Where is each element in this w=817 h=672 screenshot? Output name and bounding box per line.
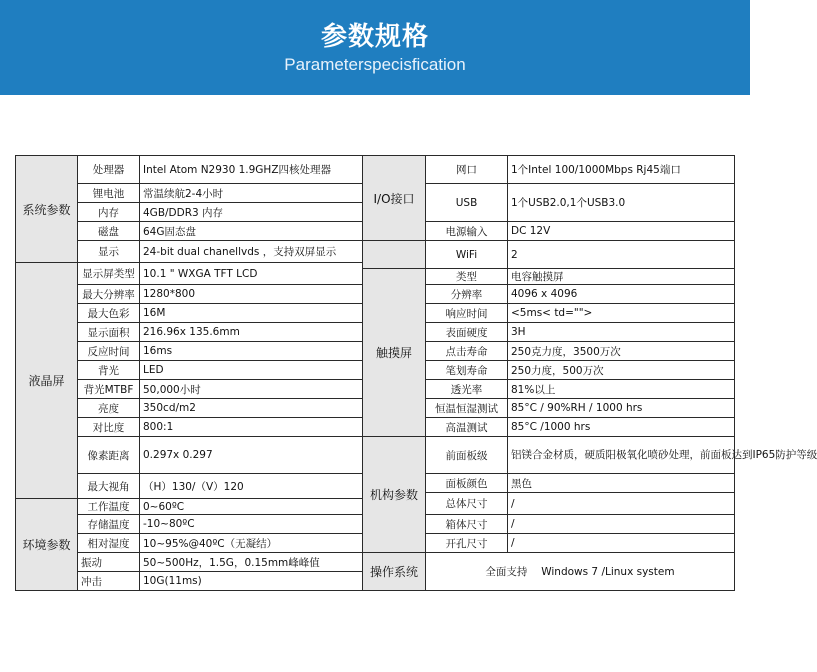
spec-value: 250力度，500万次 <box>508 361 735 380</box>
spec-value: 10G(11ms) <box>140 572 363 591</box>
spec-key: 网口 <box>426 156 508 184</box>
spec-value: 800:1 <box>140 418 363 437</box>
spec-key: 冲击 <box>78 572 140 591</box>
spec-key: 笔划寿命 <box>426 361 508 380</box>
spec-key: 面板颜色 <box>426 474 508 493</box>
spec-key: 反应时间 <box>78 342 140 361</box>
spec-key: 前面板级 <box>426 437 508 474</box>
spec-value: 3H <box>508 323 735 342</box>
spec-key: 亮度 <box>78 399 140 418</box>
spec-key: 显示屏类型 <box>78 263 140 285</box>
spec-key: 背光MTBF <box>78 380 140 399</box>
table-row <box>16 437 735 474</box>
spec-value: 85°C /1000 hrs <box>508 418 735 437</box>
spec-value: 铝镁合金材质，硬质阳极氧化喷砂处理，前面板达到IP65防护等级 <box>508 437 735 474</box>
group-io-spacer <box>363 241 426 269</box>
page-subtitle: Parameterspecisfication <box>284 55 466 74</box>
spec-key: 最大视角 <box>78 474 140 499</box>
spec-key: 透光率 <box>426 380 508 399</box>
spec-value: 85°C / 90%RH / 1000 hrs <box>508 399 735 418</box>
spec-value: 4096 x 4096 <box>508 285 735 304</box>
spec-value: 350cd/m2 <box>140 399 363 418</box>
group-touch: 触摸屏 <box>363 269 426 437</box>
spec-value: 50,000小时 <box>140 380 363 399</box>
spec-value: 216.96x 135.6mm <box>140 323 363 342</box>
spec-key: 工作温度 <box>78 499 140 515</box>
spec-value: 250克力度，3500万次 <box>508 342 735 361</box>
spec-key: 振动 <box>78 553 140 572</box>
spec-key: 分辨率 <box>426 285 508 304</box>
table-row <box>16 553 735 572</box>
group-mech: 机构参数 <box>363 437 426 553</box>
spec-value: LED <box>140 361 363 380</box>
group-lcd: 液晶屏 <box>16 263 78 499</box>
spec-value: / <box>508 515 735 534</box>
spec-value: -10~80ºC <box>140 515 363 534</box>
spec-value: 0~60ºC <box>140 499 363 515</box>
spec-value: 常温续航2-4小时 <box>140 184 363 203</box>
spec-key: 背光 <box>78 361 140 380</box>
spec-value: 1280*800 <box>140 285 363 304</box>
spec-value: 4GB/DDR3 内存 <box>140 203 363 222</box>
spec-key: 磁盘 <box>78 222 140 241</box>
spec-value: 0.297x 0.297 <box>140 437 363 474</box>
group-os: 操作系统 <box>363 553 426 591</box>
spec-value: <5ms< td=""> <box>508 304 735 323</box>
spec-key: 存储温度 <box>78 515 140 534</box>
spec-value: 黑色 <box>508 474 735 493</box>
spec-key: WiFi <box>426 241 508 269</box>
spec-value: / <box>508 534 735 553</box>
spec-key: 总体尺寸 <box>426 493 508 515</box>
spec-value: 50~500Hz，1.5G，0.15mm峰峰值 <box>140 553 363 572</box>
spec-key: 点击寿命 <box>426 342 508 361</box>
spec-key: 相对湿度 <box>78 534 140 553</box>
spec-value: 24-bit dual chanellvds ，支持双屏显示 <box>140 241 363 263</box>
spec-key: 高温测试 <box>426 418 508 437</box>
spec-value: 1个USB2.0,1个USB3.0 <box>508 184 735 222</box>
spec-key: 显示面积 <box>78 323 140 342</box>
spec-key: 显示 <box>78 241 140 263</box>
spec-key: 像素距离 <box>78 437 140 474</box>
spec-value: 电容触摸屏 <box>508 269 735 285</box>
spec-key: 处理器 <box>78 156 140 184</box>
spec-value: 16ms <box>140 342 363 361</box>
spec-value: 2 <box>508 241 735 269</box>
spec-table <box>15 155 817 591</box>
group-env: 环境参数 <box>16 499 78 591</box>
spec-value: 10.1 " WXGA TFT LCD <box>140 263 363 285</box>
group-io: I/O接口 <box>363 156 426 241</box>
table-row <box>16 156 735 184</box>
spec-key: 最大色彩 <box>78 304 140 323</box>
spec-value: DC 12V <box>508 222 735 241</box>
spec-value: （H）130/（V）120 <box>140 474 363 499</box>
spec-key: 最大分辨率 <box>78 285 140 304</box>
spec-key: 响应时间 <box>426 304 508 323</box>
spec-value: 10~95%@40ºC（无凝结） <box>140 534 363 553</box>
spec-value: 81%以上 <box>508 380 735 399</box>
spec-key: 电源输入 <box>426 222 508 241</box>
spec-key: 恒温恒湿测试 <box>426 399 508 418</box>
spec-key: 开孔尺寸 <box>426 534 508 553</box>
group-system: 系统参数 <box>16 156 78 263</box>
spec-key: 表面硬度 <box>426 323 508 342</box>
spec-value: / <box>508 493 735 515</box>
header-banner <box>0 0 750 95</box>
page-title: 参数规格 <box>320 22 429 52</box>
spec-value: 16M <box>140 304 363 323</box>
spec-key: 对比度 <box>78 418 140 437</box>
spec-key: 类型 <box>426 269 508 285</box>
spec-value: Intel Atom N2930 1.9GHZ四核处理器 <box>140 156 363 184</box>
spec-value: 64G固态盘 <box>140 222 363 241</box>
table-row <box>16 241 735 263</box>
spec-key: 锂电池 <box>78 184 140 203</box>
spec-value: 1个Intel 100/1000Mbps Rj45端口 <box>508 156 735 184</box>
spec-key: 内存 <box>78 203 140 222</box>
spec-key: 箱体尺寸 <box>426 515 508 534</box>
spec-value: 全面支持 Windows 7 /Linux system <box>426 553 735 591</box>
spec-key: USB <box>426 184 508 222</box>
